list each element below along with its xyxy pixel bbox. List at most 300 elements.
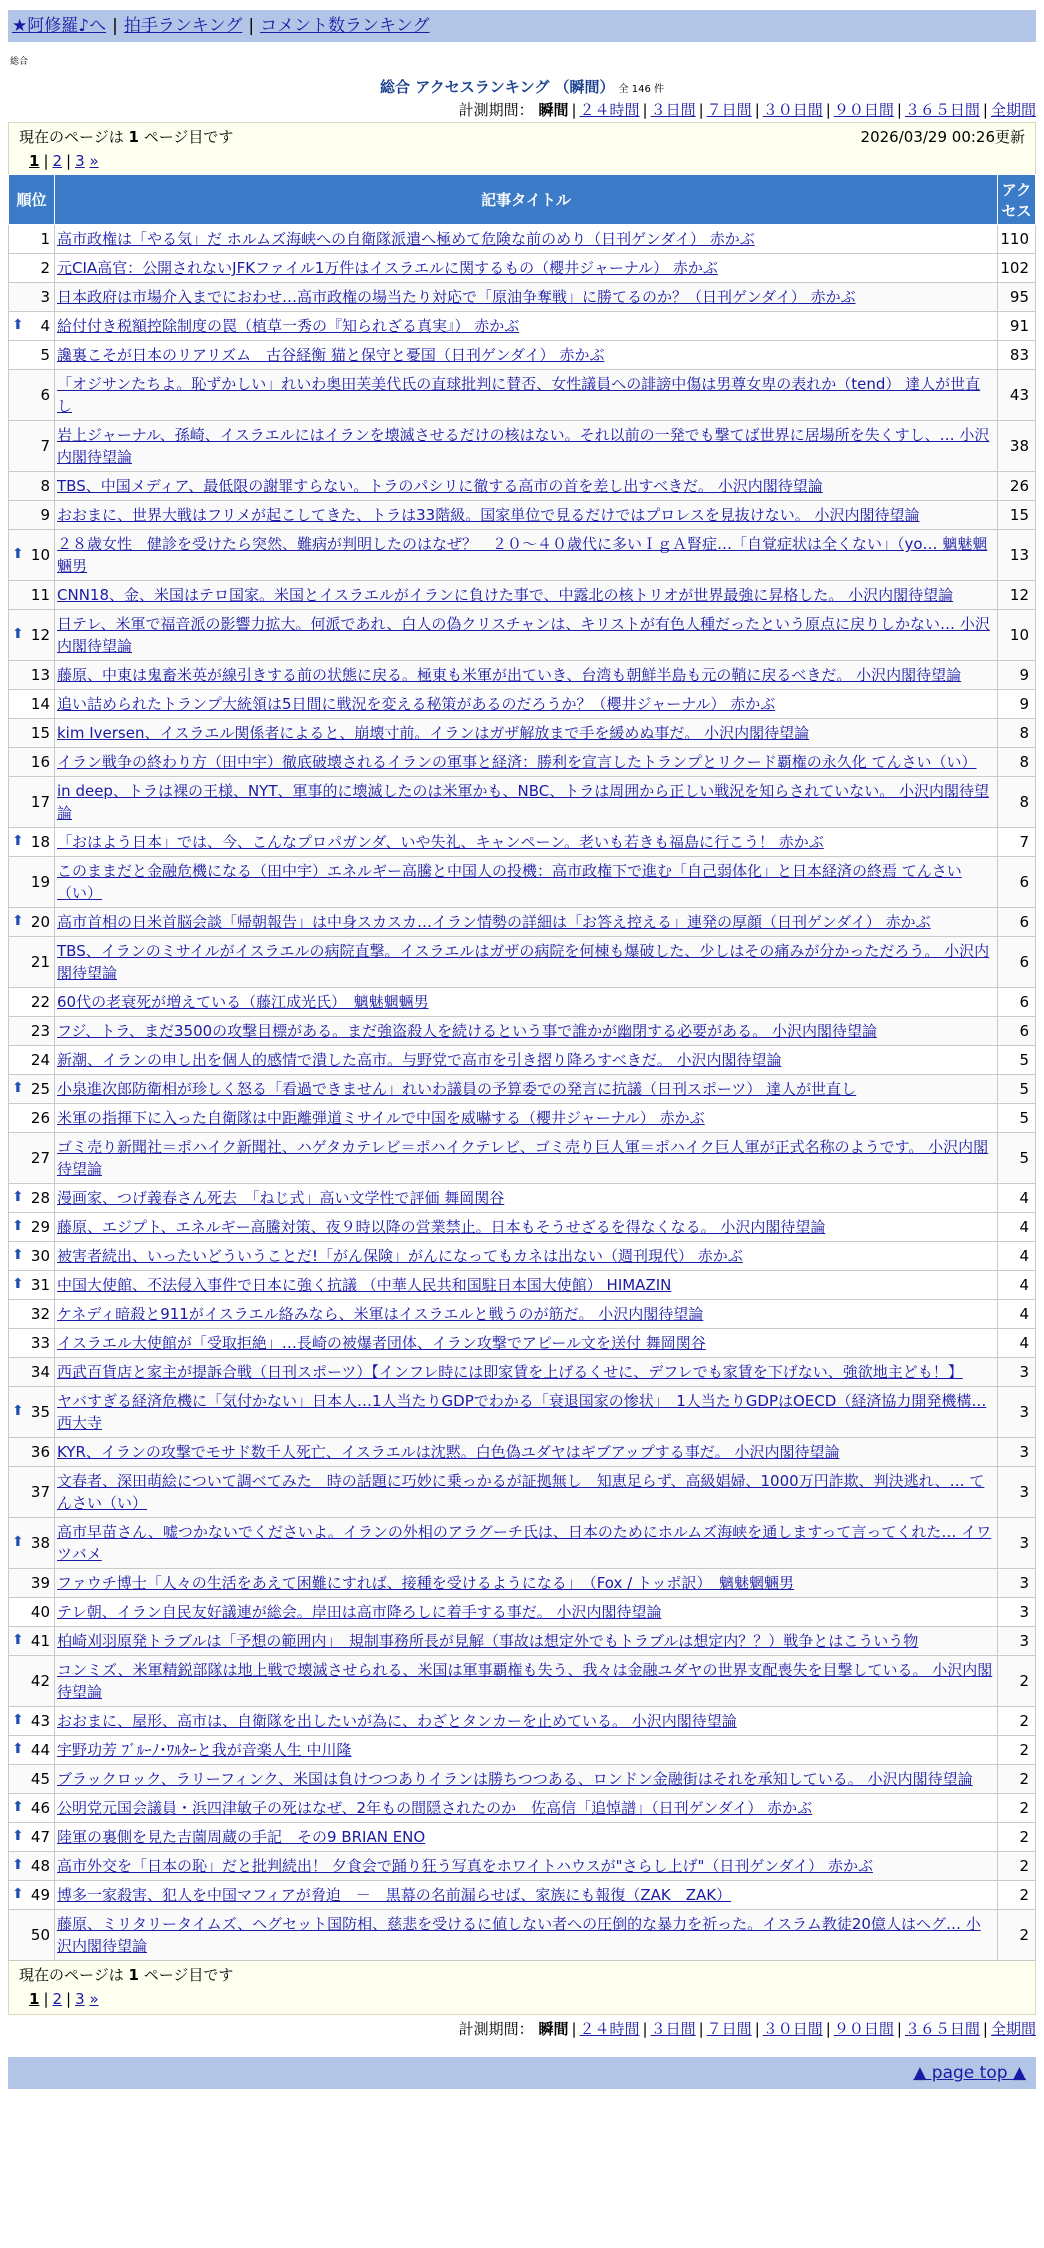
title-cell xyxy=(55,1213,998,1242)
table-row xyxy=(9,610,1036,661)
table-row xyxy=(9,908,1036,937)
article-link[interactable]: 高市首相の日米首脳会談「帰朝報告」は中身スカスカ…イラン情勢の詳細は「お答え控える」連発の厚顔（日刊ゲンダイ） 赤かぶ xyxy=(57,913,931,931)
period-link-30d[interactable]: ３０日間 xyxy=(762,101,823,119)
table-row xyxy=(9,581,1036,610)
rank-number: 5 xyxy=(40,346,50,364)
article-link[interactable]: in deep、トラは裸の王様、NYT、軍事的に壊滅したのは米軍かも、NBC、トラは周囲から正しい戦況を知らされていない。 小沢内閣待望論 xyxy=(57,782,989,822)
pager-page-3-bottom[interactable]: 3 xyxy=(75,1990,85,2008)
rank-cell xyxy=(9,1213,55,1242)
access-count: 3 xyxy=(998,1387,1036,1438)
article-link[interactable]: 陸軍の裏側を見た吉薗周蔵の手記 その9 BRIAN ENO xyxy=(57,1828,426,1846)
rank-cell xyxy=(9,421,55,472)
title-cell xyxy=(55,1881,998,1910)
title-cell xyxy=(55,1438,998,1467)
article-link[interactable]: 元CIA高官：公開されないJFKファイル1万件はイスラエルに関するもの（櫻井ジャーナル） 赤かぶ xyxy=(57,259,718,277)
article-link[interactable]: 被害者続出、いったいどういうことだ!「がん保険」がんになってもカネは出ない（週刊現代） 赤かぶ xyxy=(57,1247,743,1265)
table-row xyxy=(9,777,1036,828)
comment-ranking-link[interactable]: コメント数ランキング xyxy=(260,16,430,36)
rank-number: 40 xyxy=(30,1603,50,1621)
title-cell xyxy=(55,1242,998,1271)
rank-number: 42 xyxy=(30,1672,50,1690)
access-count: 6 xyxy=(998,857,1036,908)
period-link-24h-bottom[interactable]: ２４時間 xyxy=(579,2020,640,2038)
rank-number: 29 xyxy=(30,1218,50,1236)
access-count: 4 xyxy=(998,1242,1036,1271)
rank-up-arrow-icon: ⬆ xyxy=(12,1886,24,1902)
title-cell xyxy=(55,1656,998,1707)
rank-cell xyxy=(9,748,55,777)
rank-up-arrow-icon: ⬆ xyxy=(12,913,24,929)
rank-cell xyxy=(9,370,55,421)
rank-cell xyxy=(9,1300,55,1329)
rank-cell xyxy=(9,1017,55,1046)
access-count: 43 xyxy=(998,370,1036,421)
access-count: 3 xyxy=(998,1438,1036,1467)
article-link[interactable]: おおまに、世界大戦はフリメが起こしてきた、トラは33階級。国家単位で見るだけではプロレスを見抜けない。 小沢内閣待望論 xyxy=(57,506,920,524)
table-row xyxy=(9,225,1036,254)
article-link[interactable]: 60代の老衰死が増えている（藤江成光氏） 魑魅魍魎男 xyxy=(57,993,429,1011)
article-link[interactable]: 藤原、中東は鬼畜米英が線引きする前の状態に戻る。極東も米軍が出ていき、台湾も朝鮮半島も元の鞘に戻るべきだ。 小沢内閣待望論 xyxy=(57,666,962,684)
table-row xyxy=(9,1656,1036,1707)
access-count: 26 xyxy=(998,472,1036,501)
title-cell xyxy=(55,748,998,777)
rank-up-arrow-icon: ⬆ xyxy=(12,1632,24,1648)
access-count: 5 xyxy=(998,1104,1036,1133)
access-count: 102 xyxy=(998,254,1036,283)
rank-cell xyxy=(9,908,55,937)
rank-cell xyxy=(9,1329,55,1358)
category-label: 総合 xyxy=(10,57,29,67)
access-count: 4 xyxy=(998,1329,1036,1358)
period-link-all[interactable]: 全期間 xyxy=(990,101,1036,119)
period-link-90d[interactable]: ９０日間 xyxy=(833,101,894,119)
rank-cell xyxy=(9,1438,55,1467)
rank-cell xyxy=(9,1881,55,1910)
rank-cell xyxy=(9,1736,55,1765)
rank-cell xyxy=(9,1627,55,1656)
rank-number: 50 xyxy=(30,1926,50,1944)
article-link[interactable]: 漫画家、つげ義春さん死去 「ねじ式」高い文学性で評価 舞岡関谷 xyxy=(57,1189,505,1207)
rank-up-arrow-icon: ⬆ xyxy=(12,1276,24,1292)
article-link[interactable]: イスラエル大使館が「受取拒絶」…長崎の被爆者団体、イラン攻撃でアピール文を送付 舞岡関谷 xyxy=(57,1334,706,1352)
rank-cell xyxy=(9,661,55,690)
table-row xyxy=(9,748,1036,777)
pager-current: 1 xyxy=(29,152,40,170)
table-row xyxy=(9,1467,1036,1518)
table-row xyxy=(9,988,1036,1017)
article-link[interactable]: ファウチ博士「人々の生活をあえて困難にすれば、接種を受けるようになる」 （Fox / トッポ訳） 魑魅魍魎男 xyxy=(57,1574,795,1592)
rank-cell xyxy=(9,1133,55,1184)
rank-number: 28 xyxy=(30,1189,50,1207)
rank-up-arrow-icon: ⬆ xyxy=(12,1534,24,1550)
rank-header: 順位 xyxy=(9,175,55,225)
title-cell xyxy=(55,1910,998,1961)
rank-cell xyxy=(9,501,55,530)
period-link-365d[interactable]: ３６５日間 xyxy=(904,101,980,119)
article-link[interactable]: ブラックロック、ラリーフィンク、米国は負けつつありイランは勝ちつつある、ロンドン金融街はそれを承知している。 小沢内閣待望論 xyxy=(57,1770,973,1788)
title-cell xyxy=(55,1017,998,1046)
article-link[interactable]: 讒裏こそが日本のリアリズム 古谷経衡 猫と保守と憂国（日刊ゲンダイ） 赤かぶ xyxy=(57,346,605,364)
article-link[interactable]: 高市政権は「やる気」だ ホルムズ海峡への自衛隊派遣へ極めて危険な前のめり（日刊ゲンダイ） 赤かぶ xyxy=(57,230,755,248)
period-link-365d-bottom[interactable]: ３６５日間 xyxy=(904,2020,980,2038)
article-link[interactable]: 西武百貨店と家主が提訴合戦（日刊スポーツ）【インフレ時には即家賃を上げるくせに、デフレでも家賃を下げない、強欲地主ども！】 xyxy=(57,1363,963,1381)
article-link[interactable]: ゴミ売り新聞社＝ポハイク新聞社、ハゲタカテレビ＝ポハイクテレビ、ゴミ売り巨人軍＝ポハイク巨人軍が正式名称のようです。 小沢内閣待望論 xyxy=(57,1138,989,1178)
rank-number: 10 xyxy=(30,546,50,564)
access-count: 3 xyxy=(998,1598,1036,1627)
title-cell xyxy=(55,1852,998,1881)
period-link-3d-bottom[interactable]: ３日間 xyxy=(650,2020,696,2038)
article-link[interactable]: ケネディ暗殺と911がイスラエル絡みなら、米軍はイスラエルと戦うのが筋だ。 小沢内閣待望論 xyxy=(57,1305,704,1323)
pager-page-2[interactable]: 2 xyxy=(52,152,63,170)
access-count: 2 xyxy=(998,1794,1036,1823)
period-link-3d[interactable]: ３日間 xyxy=(650,101,696,119)
table-row xyxy=(9,370,1036,421)
article-link[interactable]: CNN18、金、米国はテロ国家。米国とイスラエルがイランに負けた事で、中露北の核トリオが世界最強に昇格した。 小沢内閣待望論 xyxy=(57,586,954,604)
period-link-7d-bottom[interactable]: ７日間 xyxy=(706,2020,752,2038)
table-row xyxy=(9,472,1036,501)
pager-next-bottom[interactable]: » xyxy=(89,1990,99,2008)
access-count: 3 xyxy=(998,1467,1036,1518)
title-cell xyxy=(55,1184,998,1213)
article-link[interactable]: kim Iversen、イスラエル関係者によると、崩壊寸前。イランはガザ解放まで手を緩めぬ事だ。 小沢内閣待望論 xyxy=(57,724,810,742)
rank-number: 6 xyxy=(40,386,50,404)
top-nav: ★阿修羅♪へ | 拍手ランキング | コメント数ランキング xyxy=(8,10,1036,42)
rank-number: 27 xyxy=(30,1149,50,1167)
rank-number: 13 xyxy=(30,666,50,684)
table-row xyxy=(9,1794,1036,1823)
rank-up-arrow-icon: ⬆ xyxy=(12,1799,24,1815)
table-row xyxy=(9,1765,1036,1794)
access-count: 6 xyxy=(998,937,1036,988)
title-cell xyxy=(55,1300,998,1329)
article-link[interactable]: 給付付き税額控除制度の罠（植草一秀の『知られざる真実』） 赤かぶ xyxy=(57,317,520,335)
rank-cell xyxy=(9,1075,55,1104)
title-cell xyxy=(55,828,998,857)
access-count: 2 xyxy=(998,1765,1036,1794)
article-link[interactable]: 日本政府は市場介入までにおわせ…高市政権の場当たり対応で「原油争奪戦」に勝てるのか？（日刊ゲンダイ） 赤かぶ xyxy=(57,288,856,306)
article-link[interactable]: 公明党元国会議員・浜四津敏子の死はなぜ、2年もの間隠されたのか 佐高信「追悼譜」（日刊ゲンダイ） 赤かぶ xyxy=(57,1799,813,1817)
rank-number: 33 xyxy=(30,1334,50,1352)
article-link[interactable]: 「オジサンたちよ。恥ずかしい」れいわ奥田芙美代氏の直球批判に賛否、女性議員への誹謗中傷は男尊女卑の表れか（tend） 達人が世直し xyxy=(57,375,981,415)
table-row xyxy=(9,1242,1036,1271)
rank-number: 47 xyxy=(30,1828,50,1846)
article-link[interactable]: TBS、イランのミサイルがイスラエルの病院直撃。イスラエルはガザの病院を何棟も爆破した、少しはその痛みが分かっただろう。 小沢内閣待望論 xyxy=(57,942,990,982)
rank-up-arrow-icon: ⬆ xyxy=(12,1712,24,1728)
article-link[interactable]: フジ、トラ、まだ3500の攻撃目標がある。まだ強盗殺人を続けるという事で誰かが幽閉する必要がある。 小沢内閣待望論 xyxy=(57,1022,877,1040)
rank-number: 23 xyxy=(30,1022,50,1040)
article-link[interactable]: 新潮、イランの申し出を個人的感情で潰した高市。与野党で高市を引き摺り降ろすべきだ。 小沢内閣待望論 xyxy=(57,1051,782,1069)
title-cell xyxy=(55,1075,998,1104)
rank-number: 4 xyxy=(40,317,50,335)
title-cell xyxy=(55,1707,998,1736)
title-cell xyxy=(55,1794,998,1823)
article-link[interactable]: 高市外交を「日本の恥」だと批判続出！ 夕食会で踊り狂う写真をホワイトハウスが"さらし上げ"（日刊ゲンダイ） 赤かぶ xyxy=(57,1857,873,1875)
applause-ranking-link[interactable]: 拍手ランキング xyxy=(123,16,243,36)
pager-next[interactable]: » xyxy=(89,152,99,170)
table-header-row xyxy=(9,175,1036,225)
rank-cell xyxy=(9,610,55,661)
rank-cell xyxy=(9,1765,55,1794)
table-row xyxy=(9,1823,1036,1852)
access-count: 2 xyxy=(998,1910,1036,1961)
title-cell xyxy=(55,937,998,988)
rank-number: 44 xyxy=(30,1741,50,1759)
rank-up-arrow-icon: ⬆ xyxy=(12,1403,24,1419)
access-count: 4 xyxy=(998,1213,1036,1242)
article-link[interactable]: 日テレ、米軍で福音派の影響力拡大。何派であれ、白人の偽クリスチャンは、キリストが有色人種だったという原点に戻りしかない… 小沢内閣待望論 xyxy=(57,615,990,655)
article-link[interactable]: 岩上ジャーナル、孫崎、イスラエルにはイランを壊滅させるだけの核はない。それ以前の一発でも撃てば世界に居場所を失くすし、… 小沢内閣待望論 xyxy=(57,426,990,466)
rank-cell xyxy=(9,254,55,283)
period-link-7d[interactable]: ７日間 xyxy=(706,101,752,119)
table-row xyxy=(9,1213,1036,1242)
rank-number: 30 xyxy=(30,1247,50,1265)
article-link[interactable]: このままだと金融危機になる（田中宇）エネルギー高騰と中国人の投機：高市政権下で進む「自己弱体化」と日本経済の終焉 てんさい（い） xyxy=(57,862,962,902)
rank-cell xyxy=(9,530,55,581)
title-cell xyxy=(55,1046,998,1075)
access-count: 7 xyxy=(998,828,1036,857)
rank-number: 11 xyxy=(30,586,50,604)
title-cell xyxy=(55,421,998,472)
access-count: 95 xyxy=(998,283,1036,312)
access-count: 5 xyxy=(998,1133,1036,1184)
rank-cell xyxy=(9,1910,55,1961)
article-link[interactable]: テレ朝、イラン自民友好議連が総会。岸田は高市降ろしに着手する事だ。 小沢内閣待望論 xyxy=(57,1603,662,1621)
rank-number: 19 xyxy=(30,873,50,891)
table-row xyxy=(9,1736,1036,1765)
rank-cell xyxy=(9,988,55,1017)
article-link[interactable]: TBS、中国メディア、最低限の謝罪すらない。トラのパシリに徹する高市の首を差し出すべきだ。 小沢内閣待望論 xyxy=(57,477,823,495)
title-cell xyxy=(55,1467,998,1518)
title-cell xyxy=(55,1736,998,1765)
page-info-top xyxy=(8,122,1036,174)
period-link-30d-bottom[interactable]: ３０日間 xyxy=(762,2020,823,2038)
article-link[interactable]: 文春者、深田萌絵について調べてみた 時の話題に巧妙に乗っかるが証拠無し 知恵足らず、高級娼婦、1000万円詐欺、判決逃れ、… てんさい（い） xyxy=(57,1472,985,1512)
access-count: 13 xyxy=(998,530,1036,581)
page-title xyxy=(8,76,1036,98)
article-link[interactable]: ２８歳女性 健診を受けたら突然、難病が判明したのはなぜ？ ２０～４０歳代に多いＩｇＡ腎症…「自覚症状は全くない」（yo… 魑魅魍魎男 xyxy=(57,535,988,575)
ranking-title: 総合 アクセスランキング （瞬間） xyxy=(380,78,615,96)
article-link[interactable]: 米軍の指揮下に入った自衛隊は中距離弾道ミサイルで中国を威嚇する（櫻井ジャーナル） 赤かぶ xyxy=(57,1109,705,1127)
rank-cell xyxy=(9,1184,55,1213)
rank-number: 8 xyxy=(40,477,50,495)
rank-cell xyxy=(9,1104,55,1133)
table-row xyxy=(9,828,1036,857)
rank-number: 25 xyxy=(30,1080,50,1098)
title-cell xyxy=(55,581,998,610)
access-count: 8 xyxy=(998,719,1036,748)
title-cell xyxy=(55,341,998,370)
rank-number: 12 xyxy=(30,626,50,644)
rank-number: 2 xyxy=(40,259,50,277)
access-count: 2 xyxy=(998,1881,1036,1910)
access-count: 2 xyxy=(998,1656,1036,1707)
access-count: 4 xyxy=(998,1300,1036,1329)
table-row xyxy=(9,1852,1036,1881)
title-cell xyxy=(55,472,998,501)
period-link-90d-bottom[interactable]: ９０日間 xyxy=(833,2020,894,2038)
table-row xyxy=(9,1271,1036,1300)
rank-up-arrow-icon: ⬆ xyxy=(12,1189,24,1205)
title-cell xyxy=(55,283,998,312)
updated-time: 2026/03/29 00:26更新 xyxy=(860,128,1025,146)
period-label: 計測期間： xyxy=(458,101,534,119)
access-count: 6 xyxy=(998,988,1036,1017)
rank-cell xyxy=(9,777,55,828)
rank-number: 39 xyxy=(30,1574,50,1592)
article-link[interactable]: 「おはよう日本」では、今、こんなプロパガンダ、いや失礼、キャンペーン。老いも若きも福島に行こう！ 赤かぶ xyxy=(57,833,824,851)
title-cell xyxy=(55,1518,998,1569)
table-row xyxy=(9,1075,1036,1104)
table-row xyxy=(9,501,1036,530)
rank-number: 48 xyxy=(30,1857,50,1875)
access-count: 3 xyxy=(998,1358,1036,1387)
article-link[interactable]: 宇野功芳 ﾌﾞﾙｰﾉ･ﾜﾙﾀｰと我が音楽人生 中川隆 xyxy=(57,1741,352,1759)
rank-number: 9 xyxy=(40,506,50,524)
title-cell xyxy=(55,1627,998,1656)
rank-number: 26 xyxy=(30,1109,50,1127)
access-count: 12 xyxy=(998,581,1036,610)
title-cell xyxy=(55,370,998,421)
article-link[interactable]: KYR、イランの攻撃でモサド数千人死亡、イスラエルは沈黙。白色偽ユダヤはギブアップする事だ。 小沢内閣待望論 xyxy=(57,1443,840,1461)
rank-cell xyxy=(9,1598,55,1627)
period-link-all-bottom[interactable]: 全期間 xyxy=(990,2020,1036,2038)
title-cell xyxy=(55,1765,998,1794)
table-row xyxy=(9,1387,1036,1438)
article-link[interactable]: 藤原、エジプト、エネルギー高騰対策、夜９時以降の営業禁止。日本もそうせざるを得なくなる。 小沢内閣待望論 xyxy=(57,1218,826,1236)
rank-up-arrow-icon: ⬆ xyxy=(12,1247,24,1263)
table-row xyxy=(9,1881,1036,1910)
title-cell xyxy=(55,225,998,254)
period-selector-bottom: 計測期間： 瞬間 | ２４時間 | ３日間 | ７日間 | ３０日間 | ９０日間 | ３６５日間 | 全期間 xyxy=(458,2020,1036,2038)
rank-number: 22 xyxy=(30,993,50,1011)
title-cell xyxy=(55,1823,998,1852)
article-link[interactable]: 中国大使館、不法侵入事件で日本に強く抗議 （中華人民共和国駐日本国大使館） HIMAZIN xyxy=(57,1276,672,1294)
rank-number: 14 xyxy=(30,695,50,713)
access-header: アクセス xyxy=(998,175,1036,225)
article-link[interactable]: 博多一家殺害、犯人を中国マフィアが脅迫 － 黒幕の名前漏らせば、家族にも報復（ZAK ZAK） xyxy=(57,1886,732,1904)
table-row xyxy=(9,690,1036,719)
rank-up-arrow-icon: ⬆ xyxy=(12,833,24,849)
home-link[interactable]: ★阿修羅♪へ xyxy=(12,16,107,36)
access-count: 5 xyxy=(998,1075,1036,1104)
rank-cell xyxy=(9,828,55,857)
article-link[interactable]: 柏崎刈羽原発トラブルは「予想の範囲内」 規制事務所長が見解（事故は想定外でもトラブルは想定内？？）戦争とはこういう物 xyxy=(57,1632,919,1650)
title-cell xyxy=(55,530,998,581)
article-link[interactable]: コンミズ、米軍精鋭部隊は地上戦で壊滅させられる、米国は軍事覇権も失う、我々は金融ユダヤの世界支配喪失を目撃している。 小沢内閣待望論 xyxy=(57,1661,993,1701)
rank-cell xyxy=(9,225,55,254)
table-row xyxy=(9,719,1036,748)
access-count: 8 xyxy=(998,777,1036,828)
article-link[interactable]: 藤原、ミリタリータイムズ、ヘグセット国防相、慈悲を受けるに値しない者への圧倒的な暴力を祈った。イスラム教徒20億人はヘグ… 小沢内閣待望論 xyxy=(57,1915,981,1955)
rank-number: 34 xyxy=(30,1363,50,1381)
period-link-24h[interactable]: ２４時間 xyxy=(579,101,640,119)
pager-current-bottom: 1 xyxy=(29,1990,40,2008)
access-count: 38 xyxy=(998,421,1036,472)
table-row xyxy=(9,1300,1036,1329)
rank-number: 36 xyxy=(30,1443,50,1461)
title-cell xyxy=(55,908,998,937)
title-cell xyxy=(55,777,998,828)
title-cell xyxy=(55,501,998,530)
rank-cell xyxy=(9,472,55,501)
article-link[interactable]: イラン戦争の終わり方（田中宇）徹底破壊されるイランの軍事と経済：勝利を宣言したトランプとリクード覇権の永久化 てんさい（い） xyxy=(57,753,977,771)
article-link[interactable]: ヤバすぎる経済危機に「気付かない」日本人…1人当たりGDPでわかる「衰退国家の惨状」 1人当たりGDPはOECD（経済協力開発機構… 西大寺 xyxy=(57,1392,987,1432)
rank-number: 21 xyxy=(30,953,50,971)
table-row xyxy=(9,421,1036,472)
title-cell xyxy=(55,857,998,908)
access-count: 3 xyxy=(998,1627,1036,1656)
table-row xyxy=(9,1910,1036,1961)
rank-number: 43 xyxy=(30,1712,50,1730)
rank-cell xyxy=(9,1794,55,1823)
title-cell xyxy=(55,1387,998,1438)
pager-bottom: 1 | 2 | 3 » xyxy=(29,1990,99,2008)
article-count: 全 146 件 xyxy=(618,84,664,95)
access-count: 2 xyxy=(998,1736,1036,1765)
rank-number: 45 xyxy=(30,1770,50,1788)
article-link[interactable]: おおまに、屋形、高市は、自衛隊を出したいが為に、わざとタンカーを止めている。 小沢内閣待望論 xyxy=(57,1712,737,1730)
table-row xyxy=(9,1707,1036,1736)
pager-page-2-bottom[interactable]: 2 xyxy=(52,1990,63,2008)
page-top-link[interactable]: ▲ page top ▲ xyxy=(913,2063,1026,2083)
rank-cell xyxy=(9,1569,55,1598)
title-cell xyxy=(55,1358,998,1387)
access-count: 15 xyxy=(998,501,1036,530)
rank-cell xyxy=(9,581,55,610)
rank-cell xyxy=(9,283,55,312)
rank-cell xyxy=(9,690,55,719)
table-row xyxy=(9,1627,1036,1656)
rank-up-arrow-icon: ⬆ xyxy=(12,1080,24,1096)
pager-page-3[interactable]: 3 xyxy=(75,152,85,170)
access-count: 4 xyxy=(998,1271,1036,1300)
access-count: 8 xyxy=(998,748,1036,777)
footer-bar xyxy=(8,2057,1036,2089)
rank-cell xyxy=(9,1707,55,1736)
article-link[interactable]: 追い詰められたトランプ大統領は5日間に戦況を変える秘策があるのだろうか？（櫻井ジャーナル） 赤かぶ xyxy=(57,695,776,713)
title-header: 記事タイトル xyxy=(55,175,998,225)
rank-number: 49 xyxy=(30,1886,50,1904)
rank-cell xyxy=(9,719,55,748)
rank-number: 1 xyxy=(40,230,50,248)
title-cell xyxy=(55,690,998,719)
rank-number: 20 xyxy=(30,913,50,931)
rank-cell xyxy=(9,1358,55,1387)
access-count: 3 xyxy=(998,1518,1036,1569)
access-count: 110 xyxy=(998,225,1036,254)
rank-cell xyxy=(9,1046,55,1075)
page-info-bottom xyxy=(8,1961,1036,2015)
table-row xyxy=(9,1046,1036,1075)
table-row xyxy=(9,1184,1036,1213)
rank-number: 3 xyxy=(40,288,50,306)
access-count: 2 xyxy=(998,1707,1036,1736)
title-cell xyxy=(55,1104,998,1133)
rank-number: 32 xyxy=(30,1305,50,1323)
access-count: 6 xyxy=(998,1017,1036,1046)
article-link[interactable]: 小泉進次郎防衛相が珍しく怒る「看過できません」れいわ議員の予算委での発言に抗議（日刊スポーツ） 達人が世直し xyxy=(57,1080,857,1098)
table-row xyxy=(9,283,1036,312)
rank-up-arrow-icon: ⬆ xyxy=(12,1828,24,1844)
rank-number: 15 xyxy=(30,724,50,742)
article-link[interactable]: 高市早苗さん、嘘つかないでくださいよ。イランの外相のアラグーチ氏は、日本のためにホルムズ海峡を通しますって言ってくれた… イワツバメ xyxy=(57,1523,992,1563)
access-count: 6 xyxy=(998,908,1036,937)
rank-cell xyxy=(9,1518,55,1569)
title-cell xyxy=(55,610,998,661)
title-cell xyxy=(55,1271,998,1300)
rank-number: 16 xyxy=(30,753,50,771)
rank-number: 17 xyxy=(30,793,50,811)
